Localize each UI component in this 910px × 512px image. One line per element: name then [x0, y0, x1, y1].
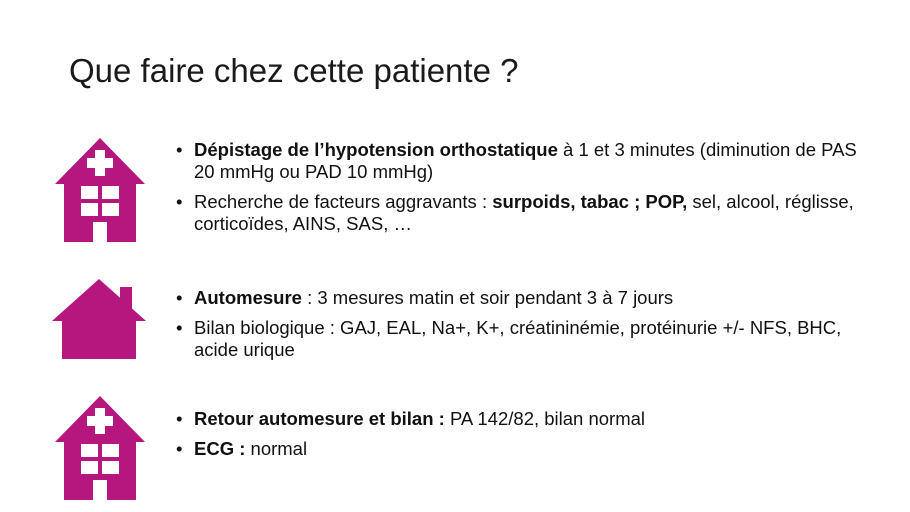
bullet-3-1-text: PA 142/82, bilan normal — [444, 408, 646, 429]
bullet-2-1-bold: Automesure — [194, 287, 302, 308]
hospital-icon — [55, 138, 145, 242]
bullet-2-2 — [176, 317, 876, 361]
bullet-1-2-bold: surpoids, tabac ; POP, — [492, 191, 688, 212]
bullet-3-2-bold: ECG : — [194, 438, 246, 459]
section-3-bullets — [176, 408, 876, 468]
bullet-1-1 — [176, 139, 876, 183]
bullet-1-1-text: à 1 et 3 minutes (diminution de PAS 20 mmHg ou PAD 10 mmHg) — [194, 139, 857, 182]
bullet-1-2-lead: Recherche de facteurs aggravants : — [194, 191, 493, 212]
bullet-2-1-text: : 3 mesures matin et soir pendant 3 à 7 jours — [301, 287, 674, 308]
house-icon — [52, 279, 146, 359]
slide-title: Que faire chez cette patiente ? — [69, 52, 519, 89]
bullet-1-2 — [176, 191, 876, 235]
bullet-1-1-bold: Dépistage de l’hypotension orthostatique — [194, 139, 558, 160]
bullet-3-2-text: normal — [245, 438, 308, 459]
bullet-2-1 — [176, 287, 876, 309]
bullet-3-1-bold: Retour automesure et bilan : — [194, 408, 445, 429]
section-1-bullets — [176, 139, 876, 243]
bullet-2-2-text: Bilan biologique : GAJ, EAL, Na+, K+, créatininémie, protéinurie +/- NFS, BHC, acide urique — [194, 317, 842, 360]
bullet-3-2 — [176, 438, 876, 460]
hospital-icon — [55, 396, 145, 500]
bullet-3-1 — [176, 408, 876, 430]
section-2-bullets — [176, 287, 876, 369]
bullet-1-2-text: sel, alcool, réglisse, corticoïdes, AINS, SAS, … — [194, 191, 854, 234]
